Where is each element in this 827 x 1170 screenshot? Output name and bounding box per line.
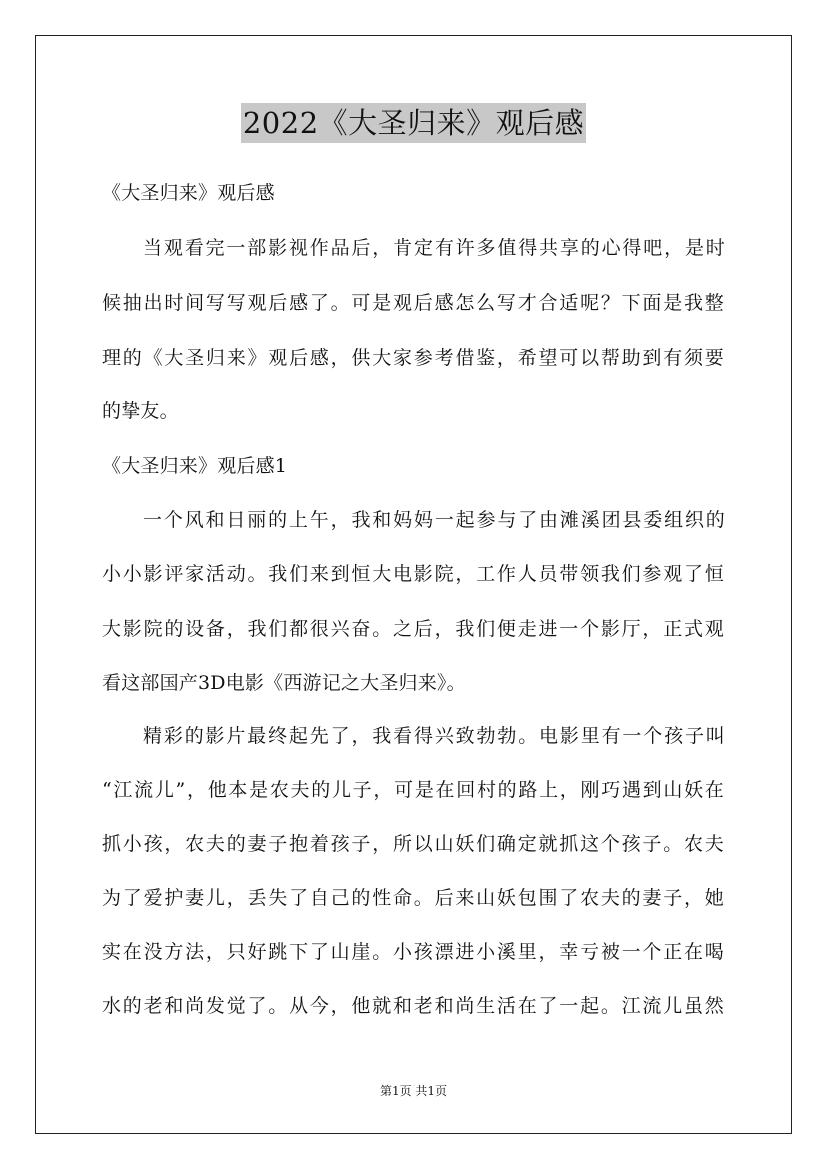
paragraph-line: 看这部国产3D电影《西游记之大圣归来》。 bbox=[102, 672, 466, 694]
paragraph-line: 理的《大圣归来》观后感，供大家参考借鉴，希望可以帮助到有须要 bbox=[102, 347, 724, 369]
paragraph-line: 精彩的影片最终起先了，我看得兴致勃勃。电影里有一个孩子叫 bbox=[143, 725, 725, 747]
paragraph-line: 为了爱护妻儿，丢失了自己的性命。后来山妖包围了农夫的妻子，她 bbox=[102, 887, 724, 909]
section-heading: 《大圣归来》观后感1 bbox=[102, 455, 288, 477]
paragraph-line: 当观看完一部影视作品后，肯定有许多值得共享的心得吧，是时 bbox=[143, 237, 725, 259]
paragraph-line: “江流儿”，他本是农夫的儿子，可是在回村的路上，刚巧遇到山妖在 bbox=[102, 779, 724, 801]
paragraph-line: 大影院的设备，我们都很兴奋。之后，我们便走进一个影厅，正式观 bbox=[102, 618, 724, 640]
subtitle: 《大圣归来》观后感 bbox=[102, 182, 275, 204]
paragraph-line: 小小影评家活动。我们来到恒大电影院，工作人员带领我们参观了恒 bbox=[102, 563, 724, 585]
paragraph-line: 抓小孩，农夫的妻子抱着孩子，所以山妖们确定就抓这个孩子。农夫 bbox=[102, 833, 724, 855]
paragraph-line: 候抽出时间写写观后感了。可是观后感怎么写才合适呢？下面是我整 bbox=[102, 292, 724, 314]
paragraph-line: 一个风和日丽的上午，我和妈妈一起参与了由滩溪团县委组织的 bbox=[143, 509, 725, 531]
page-number-footer: 第1页 共1页 bbox=[379, 1084, 448, 1098]
document-title: 2022《大圣归来》观后感 bbox=[241, 103, 586, 143]
paragraph-line: 实在没方法，只好跳下了山崖。小孩漂进小溪里，幸亏被一个正在喝 bbox=[102, 941, 724, 963]
paragraph-line: 水的老和尚发觉了。从今，他就和老和尚生活在了一起。江流儿虽然 bbox=[102, 995, 724, 1017]
paragraph-line: 的挚友。 bbox=[102, 400, 179, 422]
